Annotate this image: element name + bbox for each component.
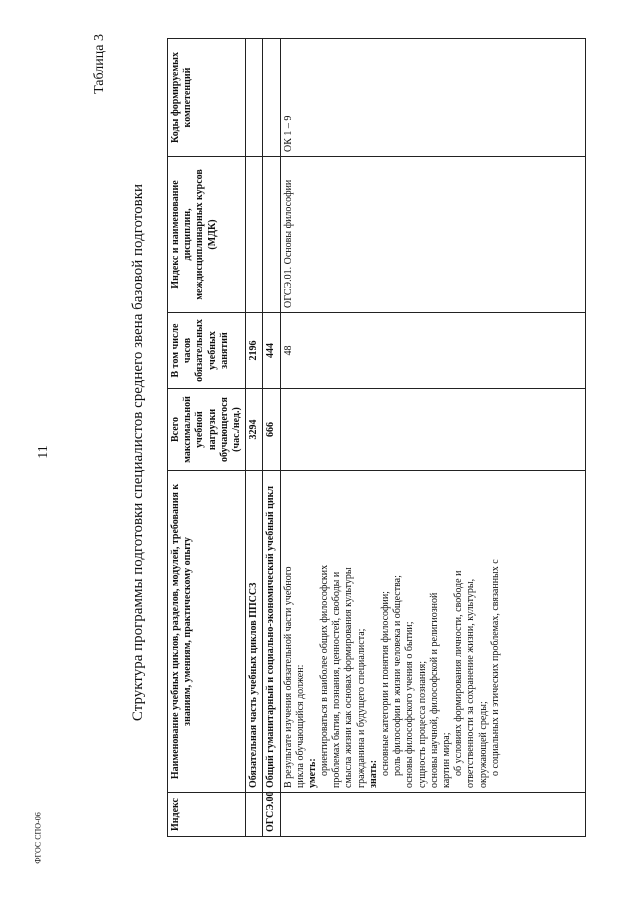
req-line: В результате изучения обязательной части учебного bbox=[282, 566, 294, 788]
ogse-total: 666 bbox=[263, 389, 280, 471]
philosophy-requirements bbox=[280, 471, 585, 793]
table-header-row bbox=[168, 39, 246, 837]
philosophy-discipline: ОГСЭ.01. Основы философии bbox=[280, 157, 585, 313]
req-line: гражданина и будущего специалиста; bbox=[355, 628, 367, 788]
obligatory-part-obligatory: 2196 bbox=[246, 313, 263, 389]
req-line: окружающей среды; bbox=[477, 701, 489, 788]
req-line: ответственности за сохранение жизни, культуры, bbox=[465, 578, 477, 788]
table-row-obligatory-part bbox=[246, 39, 263, 837]
table-row-philosophy bbox=[280, 39, 585, 837]
req-line: основные категории и понятия философии; bbox=[380, 591, 391, 776]
philosophy-obligatory: 48 bbox=[280, 313, 585, 389]
req-line-umet: уметь: bbox=[306, 758, 318, 788]
req-line: картин мира; bbox=[440, 732, 452, 788]
cell-empty bbox=[280, 389, 585, 471]
cell-empty bbox=[263, 157, 280, 313]
req-line: основы философского учения о бытии; bbox=[404, 621, 416, 788]
obligatory-part-name: Обязательная часть учебных циклов ППССЗ bbox=[246, 471, 263, 793]
header-obligatory: В том числе часов обязательных учебных занятий bbox=[168, 313, 246, 389]
header-discipline: Индекс и наименование дисциплин, междисциплинарных курсов (МДК) bbox=[168, 157, 246, 313]
ogse-index: ОГСЭ.00 bbox=[263, 793, 280, 837]
req-line: об условиях формирования личности, свободе и bbox=[453, 570, 465, 776]
obligatory-part-total: 3294 bbox=[246, 389, 263, 471]
document-title: Структура программы подготовки специалистов среднего звена базовой подготовки bbox=[130, 183, 146, 722]
page-number: 11 bbox=[36, 445, 51, 459]
req-line: роль философии в жизни человека и общества; bbox=[392, 575, 404, 776]
cell-empty bbox=[246, 157, 263, 313]
ogse-obligatory: 444 bbox=[263, 313, 280, 389]
cell-empty bbox=[280, 793, 585, 837]
cell-empty bbox=[263, 39, 280, 157]
req-line-znat: знать: bbox=[367, 759, 379, 788]
structure-table bbox=[167, 38, 586, 837]
req-line: проблемах бытия, познания, ценностей, свободы и bbox=[331, 571, 343, 788]
cell-empty bbox=[246, 793, 263, 837]
req-line: ориентироваться в наиболее общих философских bbox=[319, 564, 331, 776]
req-line: сущность процесса познания; bbox=[416, 661, 428, 788]
table-row-ogse bbox=[263, 39, 280, 837]
req-line: цикла обучающийся должен: bbox=[294, 664, 306, 788]
header-index: Индекс bbox=[168, 793, 246, 837]
req-line: основы научной, философской и религиозной bbox=[428, 592, 440, 788]
req-line: смысла жизни как основах формирования культуры bbox=[343, 567, 355, 788]
philosophy-codes: ОК 1 – 9 bbox=[280, 39, 585, 157]
rotated-page-content bbox=[90, 0, 640, 905]
header-total: Всего максимальной учебной нагрузки обучающегося (час./нед.) bbox=[168, 389, 246, 471]
cell-empty bbox=[246, 39, 263, 157]
table-label: Таблица 3 bbox=[92, 34, 107, 94]
req-line: о социальных и этических проблемах, связанных с bbox=[489, 559, 501, 776]
side-document-code: ФГОС СПО-06 bbox=[33, 812, 43, 864]
ogse-name: Общий гуманитарный и социально-экономический учебный цикл bbox=[263, 471, 280, 793]
header-name: Наименование учебных циклов, разделов, модулей, требования к знаниям, умениям, практическому опыту bbox=[168, 471, 246, 793]
header-codes: Коды формируемых компетенций bbox=[168, 39, 246, 157]
